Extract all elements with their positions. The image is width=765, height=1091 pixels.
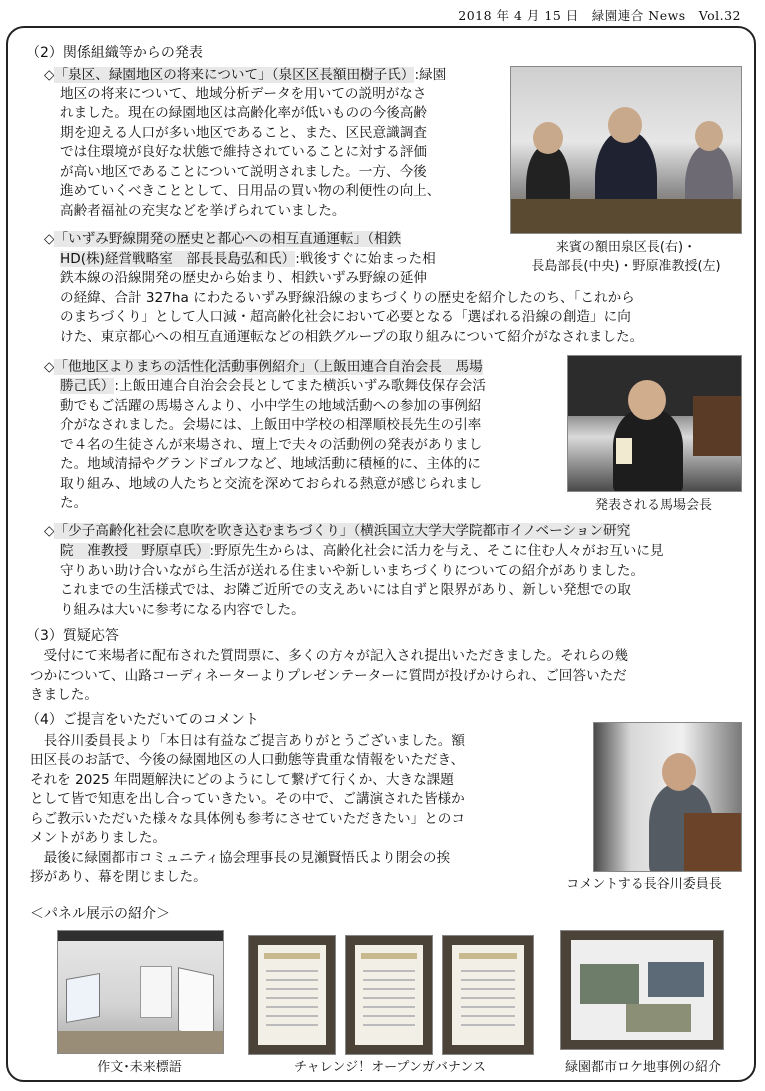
- photo-guests-caption-1: 来賓の額田泉区長(右)・: [555, 240, 697, 255]
- p2-title-line-2: [60, 250, 436, 269]
- p2-title-2: HD(株)経営戦略室 部長長島弘和氏）: [60, 251, 296, 267]
- p4-line: これまでの生活様式では、お隣ご近所での支えあいには自ずと限界があり、新しい発想での取: [60, 582, 631, 598]
- p3-line2-rest: :上飯田連合自治会会長としてまた横浜いずみ歌舞伎保存会活: [114, 378, 486, 394]
- panel-governance-caption: チャレンジ！オープンガバナンス: [294, 1060, 486, 1075]
- p4-title-1: 「少子高齢化社会に息吹を吹き込むまちづくり」（横浜国立大学大学院都市イノベーション研究: [54, 523, 631, 539]
- p3-title-line-1: [44, 358, 483, 377]
- section-3-heading: （3）質疑応答: [26, 628, 119, 644]
- p3-title-2: 勝己氏）: [60, 378, 115, 394]
- p3-line: 取り組み、地域の人たちと交流を深めておられる熱意が感じられまし: [60, 476, 483, 492]
- p3-line: 動でもご活躍の馬場さんより、小中学生の地域活動への参加の事例紹: [60, 398, 482, 414]
- p1-line: れました。現在の緑園地区は高齢化率が低いものの今後高齢: [60, 105, 428, 121]
- diamond-bullet: ◇: [44, 523, 55, 539]
- section-2-heading: （2）関係組織等からの発表: [26, 45, 203, 61]
- p2-title-line-1: [44, 230, 401, 249]
- p4-title-line-1: [44, 522, 630, 541]
- p2-line2-rest: :戦後すぐに始まった相: [295, 251, 436, 267]
- photo-baba-caption: 発表される馬場会長: [594, 498, 712, 513]
- s3-line: 受付にて来場者に配布された質問票に、多くの方々が記入され提出いただきました。それらの幾: [30, 648, 629, 664]
- s3-line: つかについて、山路コーディネーターよりプレゼンテーターに質問が投げかけられ、ご回答いただ: [30, 668, 627, 684]
- p3-line: で４名の生徒さんが来場され、壇上で夫々の活動例の発表がありまし: [60, 437, 483, 453]
- p3-title-line-2: [60, 377, 486, 396]
- p1-first-line: [44, 66, 446, 85]
- p3-line: た。地域清掃やグランドゴルフなど、地域活動に積極的に、主体的に: [60, 456, 481, 472]
- p4-title-line-2: [60, 542, 664, 561]
- p1-line: 地区の将来について、地域分析データを用いての説明がなさ: [60, 86, 427, 102]
- p4-line: 守りあい助け合いながら生活が送れる住まいや新しいまちづくりについての紹介がありました。: [60, 563, 645, 579]
- photo-panel-governance-1: [248, 935, 336, 1055]
- photo-baba-speaking: [567, 355, 742, 492]
- newsletter-header: 2018 年 4 月 15 日 緑園連合 News Vol.32: [458, 8, 741, 23]
- diamond-bullet: ◇: [44, 231, 55, 247]
- s4-line: 田区長のお話で、今後の緑園地区の人口動態等貴重な情報をいただき、: [30, 752, 465, 768]
- p1-line: では住環境が良好な状態で維持されていることに対する評価: [60, 144, 428, 160]
- p4-line2-rest: :野原先生からは、高齢化社会に活力を与え、そこに住む人々がお互いに見: [209, 543, 664, 559]
- s4-line: 拶があり、幕を閉じました。: [30, 869, 207, 885]
- p1-line: 期を迎える人口が多い地区であること、また、区民意識調査: [60, 125, 428, 141]
- s4-line: メントがありました。: [30, 830, 166, 846]
- panel-heading: ＜パネル展示の紹介＞: [30, 906, 170, 922]
- photo-guests: [510, 66, 742, 234]
- p2-line: けた、東京都心への相互直通運転などの相鉄グループの取り組みについて紹介がなされました。: [60, 329, 644, 345]
- s4-line: 最後に緑園都市コミュニティ協会理事長の見瀬賢悟氏より閉会の挨: [30, 850, 451, 866]
- p2-line: の経緯、合計 327ha にわたるいずみ野線沿線のまちづくりの歴史を紹介したのち、「これから: [60, 290, 635, 306]
- p1-line: 高齢者福祉の充実などを挙げられていました。: [60, 203, 346, 219]
- s4-line: 長谷川委員長より「本日は有益なご提言ありがとうございました。額: [30, 733, 465, 749]
- diamond-bullet: ◇: [44, 67, 55, 83]
- panel-essays-caption: 作文･未来標語: [97, 1060, 182, 1075]
- s4-line: それを 2025 年問題解決にどのようにして繋げて行くか、大きな課題: [30, 772, 454, 788]
- p2-line: のまちづくり」として人口減・超高齢化社会において必要となる「選ばれる沿線の創造」に向: [60, 309, 631, 325]
- diamond-bullet: ◇: [44, 359, 55, 375]
- s3-line: きました。: [30, 687, 98, 703]
- p4-line: り組みは大いに参考になる内容でした。: [60, 602, 305, 618]
- photo-panel-governance-2: [345, 935, 433, 1055]
- p2-title-1: 「いずみ野線開発の歴史と都心への相互直通運転」（相鉄: [54, 231, 402, 247]
- p4-title-2: 院 准教授 野原卓氏）: [60, 543, 210, 559]
- p3-line: た。: [60, 495, 88, 511]
- p2-line: 鉄本線の沿線開発の歴史から始まり、相鉄いずみ野線の延伸: [60, 270, 428, 286]
- photo-panel-essays: [57, 930, 224, 1054]
- s4-line: として皆で知恵を出し合っていきたい。その中で、ご講演された皆様か: [30, 791, 465, 807]
- photo-panel-governance-3: [442, 935, 534, 1055]
- photo-guests-caption-2: 長島部長(中央)・野原准教授(左): [531, 259, 721, 274]
- p1-line1-rest: :緑園: [414, 67, 447, 83]
- s4-line: らご教示いただいた様々な具体例も参考にさせていただきたい」とのコ: [30, 811, 465, 827]
- photo-hasegawa-caption: コメントする長谷川委員長: [566, 877, 722, 892]
- panel-location-caption: 緑園都市ロケ地事例の紹介: [564, 1060, 721, 1075]
- photo-hasegawa-comment: [593, 722, 742, 872]
- section-4-heading: （4）ご提言をいただいてのコメント: [26, 712, 259, 728]
- p3-line: 介がなされました。会場には、上飯田中学校の相澤順校長先生の引率: [60, 417, 482, 433]
- p1-line: 進めていくべきこととして、日用品の買い物の利便性の向上、: [60, 183, 441, 199]
- photo-panel-location: [560, 930, 724, 1050]
- p3-title-1: 「他地区よりまちの活性化活動事例紹介」（上飯田連合自治会長 馬場: [54, 359, 483, 375]
- p1-title: 「泉区、緑園地区の将来について」（泉区区長額田樹子氏）: [54, 67, 415, 83]
- p1-line: が高い地区であることについて説明されました。一方、今後: [60, 164, 427, 180]
